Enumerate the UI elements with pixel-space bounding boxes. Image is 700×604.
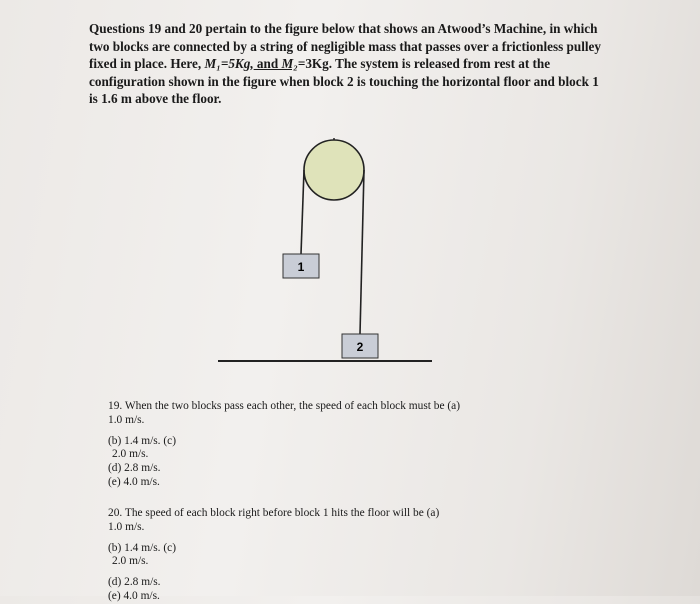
q19-option-a: 1.0 m/s. bbox=[108, 413, 145, 426]
string-right bbox=[360, 170, 364, 334]
q20-option-e: (e) 4.0 m/s. bbox=[108, 589, 160, 602]
mass1: M₁=5Kg, bbox=[204, 56, 254, 72]
q19-option-c: 2.0 m/s. bbox=[112, 448, 149, 461]
spacer bbox=[108, 428, 460, 435]
q20-option-a: 1.0 m/s. bbox=[108, 520, 145, 533]
intro-text-1: Questions 19 and 20 pertain to the figure below that shows an Atwood’s Machine, in which two blocks are connected by a string of negligible mass that passes over a frictionless pulley fixed in place. Here, bbox=[89, 21, 601, 72]
intro-text-2: =3Kg. The system is released from rest at the configuration shown in the figure when block 2 is touching the horizontal floor and block 1 is 1.6 m above the floor. bbox=[89, 56, 599, 107]
spacer bbox=[108, 569, 439, 576]
q20-option-c: 2.0 m/s. bbox=[112, 555, 149, 568]
q20-option-b: (b) 1.4 m/s. (c) bbox=[108, 541, 177, 554]
block-2-label: 2 bbox=[356, 340, 364, 354]
intro-and: and bbox=[253, 56, 282, 72]
q19-option-d: (d) 2.8 m/s. bbox=[108, 462, 161, 475]
question-20-stem: 20. The speed of each block right before block 1 hits the floor will be (a) bbox=[108, 507, 440, 519]
q20-option-d: (d) 2.8 m/s. bbox=[108, 576, 161, 589]
question-20 bbox=[108, 507, 439, 604]
spacer bbox=[108, 535, 439, 542]
q19-option-b: (b) 1.4 m/s. (c) bbox=[108, 434, 177, 447]
block-1-label: 1 bbox=[297, 260, 305, 274]
question-19-stem: 19. When the two blocks pass each other, the speed of each block must be (a) bbox=[108, 400, 461, 412]
string-left bbox=[301, 170, 304, 254]
mass2: M₂ bbox=[281, 56, 298, 72]
pulley bbox=[304, 140, 364, 200]
q19-option-e: (e) 4.0 m/s. bbox=[108, 475, 160, 488]
question-19 bbox=[108, 400, 460, 490]
